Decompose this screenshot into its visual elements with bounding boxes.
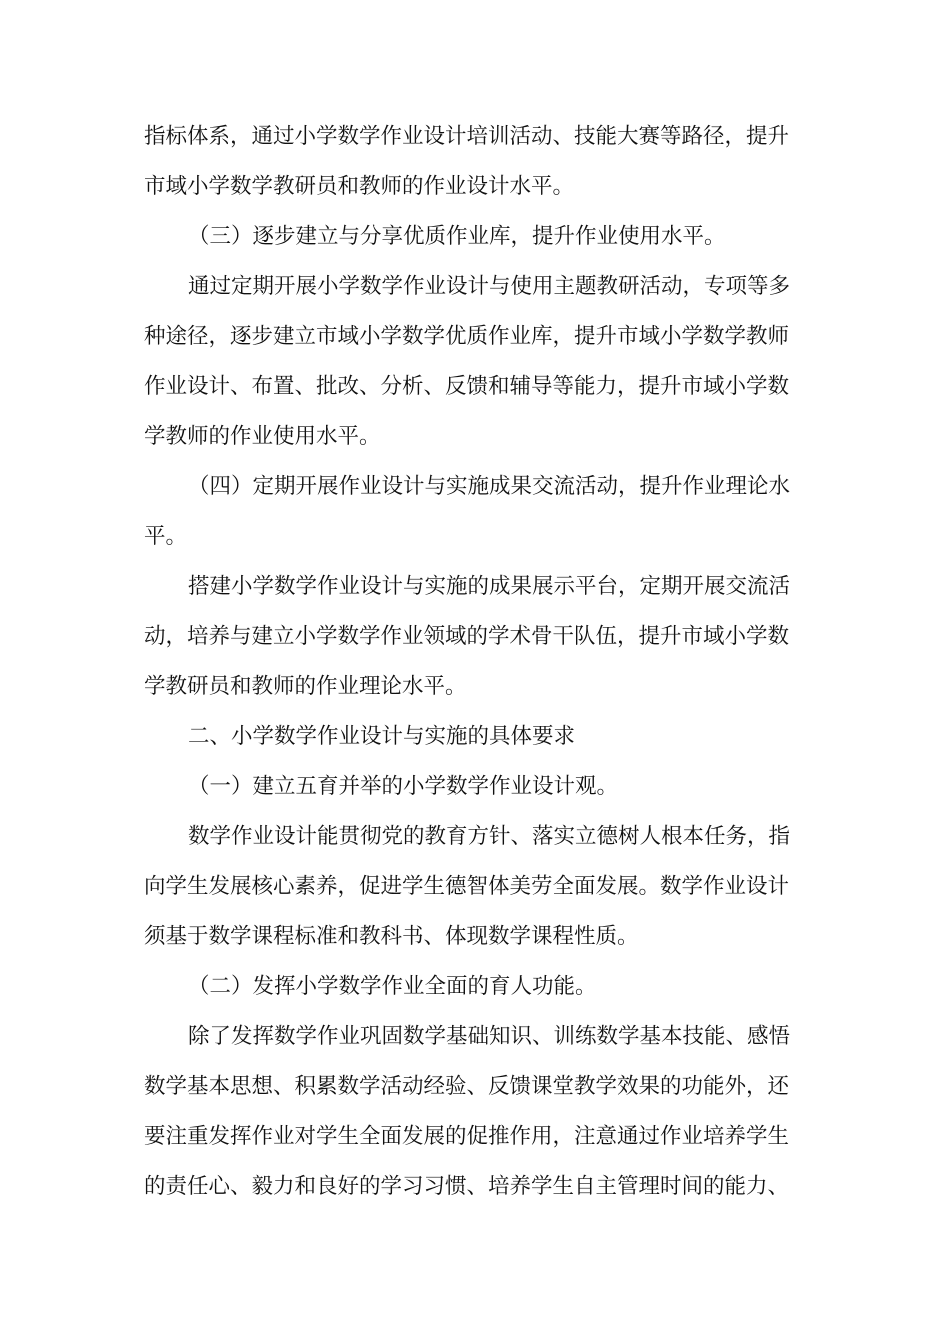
text-line: 动，培养与建立小学数学作业领域的学术骨干队伍，提升市域小学数 — [144, 624, 790, 649]
text-line: 指标体系，通过小学数学作业设计培训活动、技能大赛等路径，提升 — [144, 124, 790, 149]
text-line: 要注重发挥作业对学生全面发展的促推作用，注意通过作业培养学生 — [144, 1124, 790, 1149]
text-line: 向学生发展核心素养，促进学生德智体美劳全面发展。数学作业设计 — [144, 874, 790, 899]
text-line: 作业设计、布置、批改、分析、反馈和辅导等能力，提升市域小学数 — [144, 374, 790, 399]
text-line: 学教师的作业使用水平。 — [144, 424, 381, 449]
section-heading: 平。 — [144, 524, 188, 549]
text-line: 搭建小学数学作业设计与实施的成果展示平台，定期开展交流活 — [188, 574, 791, 599]
text-line: 学教研员和教师的作业理论水平。 — [144, 674, 467, 699]
section-heading: （一）建立五育并举的小学数学作业设计观。 — [188, 774, 619, 799]
chapter-heading: 二、小学数学作业设计与实施的具体要求 — [188, 724, 576, 749]
text-line: 种途径，逐步建立市域小学数学优质作业库，提升市域小学数学教师 — [144, 324, 790, 349]
section-heading: （四）定期开展作业设计与实施成果交流活动，提升作业理论水 — [188, 474, 791, 499]
document-page — [144, 112, 808, 1212]
text-line: 市域小学数学教研员和教师的作业设计水平。 — [144, 174, 575, 199]
text-line: 通过定期开展小学数学作业设计与使用主题教研活动，专项等多 — [188, 274, 791, 299]
section-heading: （二）发挥小学数学作业全面的育人功能。 — [188, 974, 597, 999]
text-line: 数学作业设计能贯彻党的教育方针、落实立德树人根本任务，指 — [188, 824, 791, 849]
text-line: 数学基本思想、积累数学活动经验、反馈课堂教学效果的功能外，还 — [144, 1074, 790, 1099]
text-line: 的责任心、毅力和良好的学习习惯、培养学生自主管理时间的能力、 — [144, 1174, 790, 1199]
text-line: 须基于数学课程标准和教科书、体现数学课程性质。 — [144, 924, 639, 949]
section-heading: （三）逐步建立与分享优质作业库，提升作业使用水平。 — [188, 224, 726, 249]
text-line: 除了发挥数学作业巩固数学基础知识、训练数学基本技能、感悟 — [188, 1024, 791, 1049]
